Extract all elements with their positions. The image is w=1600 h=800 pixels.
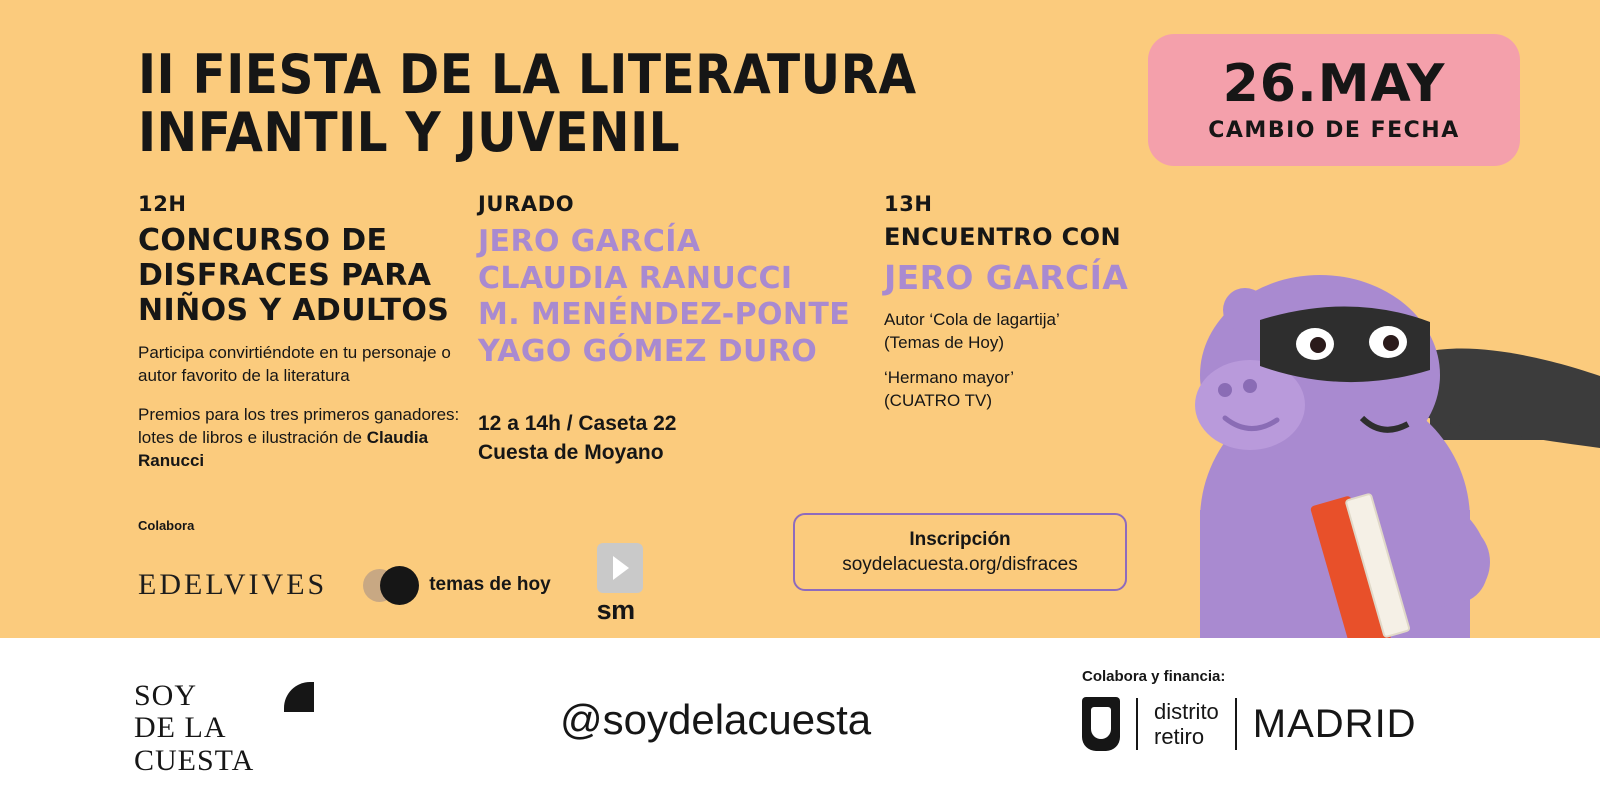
- contest-description: Participa convirtiéndote en tu personaje o autor favorito de la literatura: [138, 343, 451, 386]
- list-item: YAGO GÓMEZ DURO: [478, 333, 818, 369]
- funding-label: Colabora y financia:: [1082, 668, 1226, 685]
- meeting-title: ENCUENTRO CON: [884, 223, 1121, 251]
- list-item: CLAUDIA RANUCCI: [478, 260, 793, 296]
- contest-prizes: [138, 404, 468, 473]
- headline-line-2: INFANTIL Y JUVENIL: [138, 100, 681, 164]
- footer-bar: [0, 638, 1600, 800]
- headline-line-1: II FIESTA DE LA LITERATURA: [138, 43, 917, 106]
- schedule-line-2: Cuesta de Moyano: [478, 440, 664, 464]
- column-jury: [478, 192, 868, 467]
- meeting-credit-tv-channel: (CUATRO TV): [884, 390, 992, 410]
- divider: [1136, 698, 1138, 750]
- inscription-url[interactable]: soydelacuesta.org/disfraces: [842, 553, 1078, 575]
- edelvives-logo: EDELVIVES: [138, 568, 328, 601]
- madrid-crest-icon: [1082, 697, 1120, 751]
- date-badge-note: CAMBIO DE FECHA: [1208, 117, 1460, 143]
- meeting-time: 13H: [884, 192, 933, 216]
- meeting-credit-tv: [884, 367, 1164, 413]
- date-badge: [1148, 34, 1520, 166]
- funding-block: [1082, 668, 1462, 751]
- temas-de-hoy-logo: [363, 566, 550, 604]
- sm-logo: [597, 543, 659, 627]
- contest-title: CONCURSO DE DISFRACES PARA NIÑOS Y ADULTOS: [138, 223, 450, 328]
- contest-prizes-text: Premios para los tres primeros ganadores: lotes de libros e ilustración de: [138, 405, 460, 448]
- district-line-2: retiro: [1154, 724, 1205, 749]
- date-badge-date: 26.MAY: [1222, 53, 1446, 114]
- sm-label: sm: [596, 595, 635, 625]
- list-item: JERO GARCÍA: [478, 224, 701, 259]
- divider: [1235, 698, 1237, 750]
- meeting-credit-book-title: Autor ‘Cola de lagartija’: [884, 309, 1060, 329]
- city-name: MADRID: [1252, 701, 1417, 746]
- page-title: [138, 43, 1038, 164]
- jury-list: [478, 224, 868, 370]
- logo-line-2: DE LA: [134, 711, 227, 745]
- jury-kicker: JURADO: [478, 192, 575, 216]
- inscription-label: Inscripción: [909, 528, 1011, 550]
- temas-de-hoy-mark-icon: [363, 566, 419, 604]
- temas-de-hoy-label: temas de hoy: [429, 574, 551, 595]
- soydelacuesta-logo: [134, 680, 314, 777]
- meeting-credit-book: [884, 309, 1164, 355]
- funding-logos-row: [1082, 697, 1462, 751]
- social-handle: @soydelacuesta: [560, 696, 872, 743]
- district-line-1: distrito: [1154, 698, 1219, 724]
- hippo-superhero-illustration: [1130, 190, 1600, 638]
- logo-line-1: SOY: [134, 679, 198, 712]
- contest-prizes-illustrator: Claudia Ranucci: [138, 428, 429, 471]
- meeting-credit-book-publisher: (Temas de Hoy): [884, 332, 1004, 352]
- district-name: [1154, 699, 1219, 750]
- meeting-credit-tv-title: ‘Hermano mayor’: [884, 367, 1015, 387]
- schedule-line-1: 12 a 14h / Caseta 22: [478, 412, 677, 436]
- meeting-guest: JERO GARCÍA: [884, 257, 1129, 297]
- sm-play-icon: [597, 543, 643, 593]
- contest-time: 12H: [138, 192, 187, 216]
- logo-line-3: CUESTA: [134, 743, 255, 777]
- collaborators-label: Colabora: [138, 518, 195, 533]
- inscription-box[interactable]: [793, 513, 1127, 591]
- collaborators-block: [138, 518, 698, 627]
- collaborators-row: [138, 543, 698, 627]
- column-meeting: [884, 192, 1164, 429]
- column-contest: [138, 192, 468, 489]
- list-item: M. MENÉNDEZ-PONTE: [478, 297, 851, 333]
